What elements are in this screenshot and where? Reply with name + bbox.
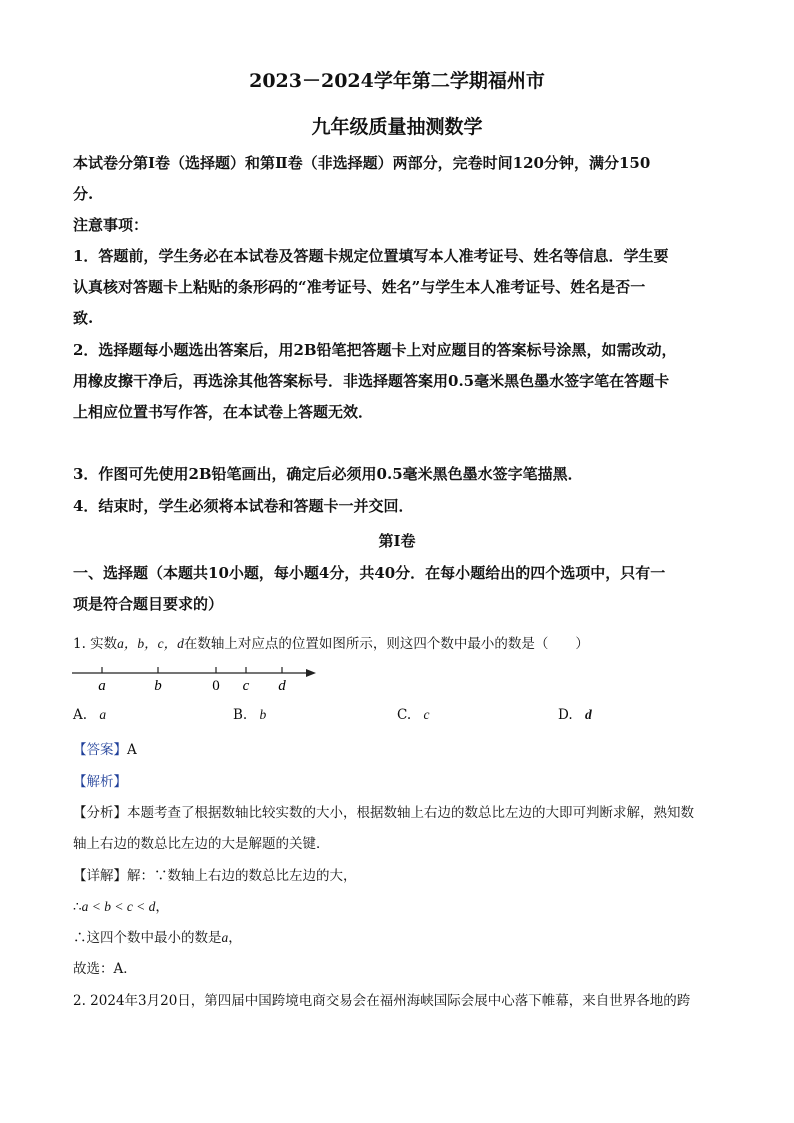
q1-suffix: 在数轴上对应点的位置如图所示，则这四个数中最小的数是（ ） xyxy=(183,636,589,652)
answer-value: A xyxy=(127,742,137,758)
note1-line2: 认真核对答题卡上粘贴的条形码的“准考证号、姓名”与学生本人准考证号、姓名是否一 xyxy=(73,278,646,296)
section1-line2: 项是符合题目要求的） xyxy=(73,595,224,613)
label-0: 0 xyxy=(212,678,220,694)
note3: 3．作图可先使用2B铅笔画出，确定后必须用0.5毫米黑色墨水签字笔描黑． xyxy=(73,465,583,483)
q1-detail-line2 xyxy=(73,895,169,915)
q1-detail-line3 xyxy=(73,926,242,946)
q1-option-a xyxy=(73,707,106,723)
q1-option-d xyxy=(558,707,592,723)
option-c-value: c xyxy=(423,707,430,722)
q1-option-c xyxy=(397,707,429,723)
conclusion-var: a xyxy=(221,930,229,945)
comma: ， xyxy=(155,899,169,915)
notes-heading: 注意事项： xyxy=(73,216,149,234)
intro-line2: 分. xyxy=(73,185,94,203)
label-c: c xyxy=(242,678,250,694)
therefore-symbol: ∴ xyxy=(73,899,82,915)
q1-fenxi-line2: 轴上右边的数总比左边的大是解题的关键． xyxy=(73,836,330,852)
inequality: a < b < c < d xyxy=(81,899,156,914)
note2-line1: 2．选择题每小题选出答案后，用2B铅笔把答题卡上对应题目的答案标号涂黑，如需改动， xyxy=(73,341,677,359)
option-d-value: d xyxy=(584,707,592,722)
option-a-label: A. xyxy=(73,707,88,723)
q2-line1: 2. 2024年3月20日，第四届中国跨境电商交易会在福州海峡国际会展中心落下帷幕，来自世界各地的跨 xyxy=(73,993,691,1009)
note2-line2: 用橡皮擦干净后，再选涂其他答案标号．非选择题答案用0.5毫米黑色墨水签字笔在答题卡 xyxy=(73,372,670,390)
option-d-label: D. xyxy=(558,707,573,723)
q1-choose: 故选：A． xyxy=(73,961,137,977)
q1-vars: a，b，c，d xyxy=(117,636,184,651)
intro-line1: 本试卷分第Ⅰ卷（选择题）和第Ⅱ卷（非选择题）两部分，完卷时间120分钟，满分150 xyxy=(73,154,651,172)
answer-tag: 【答案】 xyxy=(73,742,127,758)
option-b-value: b xyxy=(259,707,267,722)
option-b-label: B. xyxy=(233,707,248,723)
q1-fenxi-line1: 【分析】本题考查了根据数轴比较实数的大小，根据数轴上右边的数总比左边的大即可判断求解，熟知数 xyxy=(73,805,694,821)
exam-title-line2: 九年级质量抽测数学 xyxy=(311,116,483,138)
note4: 4．结束时，学生必须将本试卷和答题卡一并交回． xyxy=(73,497,414,515)
note2-line3: 上相应位置书写作答，在本试卷上答题无效． xyxy=(73,403,374,421)
exam-title-line1: 2023－2024学年第二学期福州市 xyxy=(249,70,545,92)
q1-stem xyxy=(73,632,589,652)
q1-number-line xyxy=(68,660,328,696)
note1-line1: 1．答题前，学生务必在本试卷及答题卡规定位置填写本人准考证号、姓名等信息．学生要 xyxy=(73,247,669,265)
label-b: b xyxy=(154,678,162,694)
part1-heading: 第Ⅰ卷 xyxy=(378,532,416,550)
q1-analysis-tag: 【解析】 xyxy=(73,774,127,790)
conclusion-text: ∴这四个数中最小的数是 xyxy=(73,930,222,946)
axis-arrow xyxy=(306,669,316,677)
label-a: a xyxy=(98,678,106,694)
label-d: d xyxy=(278,678,286,694)
option-a-value: a xyxy=(99,707,107,722)
comma: ， xyxy=(228,930,242,946)
q1-option-b xyxy=(233,707,266,723)
q1-prefix: 1. 实数 xyxy=(73,636,118,652)
q1-detail-line1: 【详解】解：∵数轴上右边的数总比左边的大， xyxy=(73,868,357,884)
note1-line3: 致. xyxy=(73,309,94,327)
q1-answer xyxy=(73,738,137,758)
option-c-label: C. xyxy=(397,707,412,723)
section1-line1: 一、选择题（本题共10小题，每小题4分，共40分．在每小题给出的四个选项中，只有一 xyxy=(73,564,666,582)
